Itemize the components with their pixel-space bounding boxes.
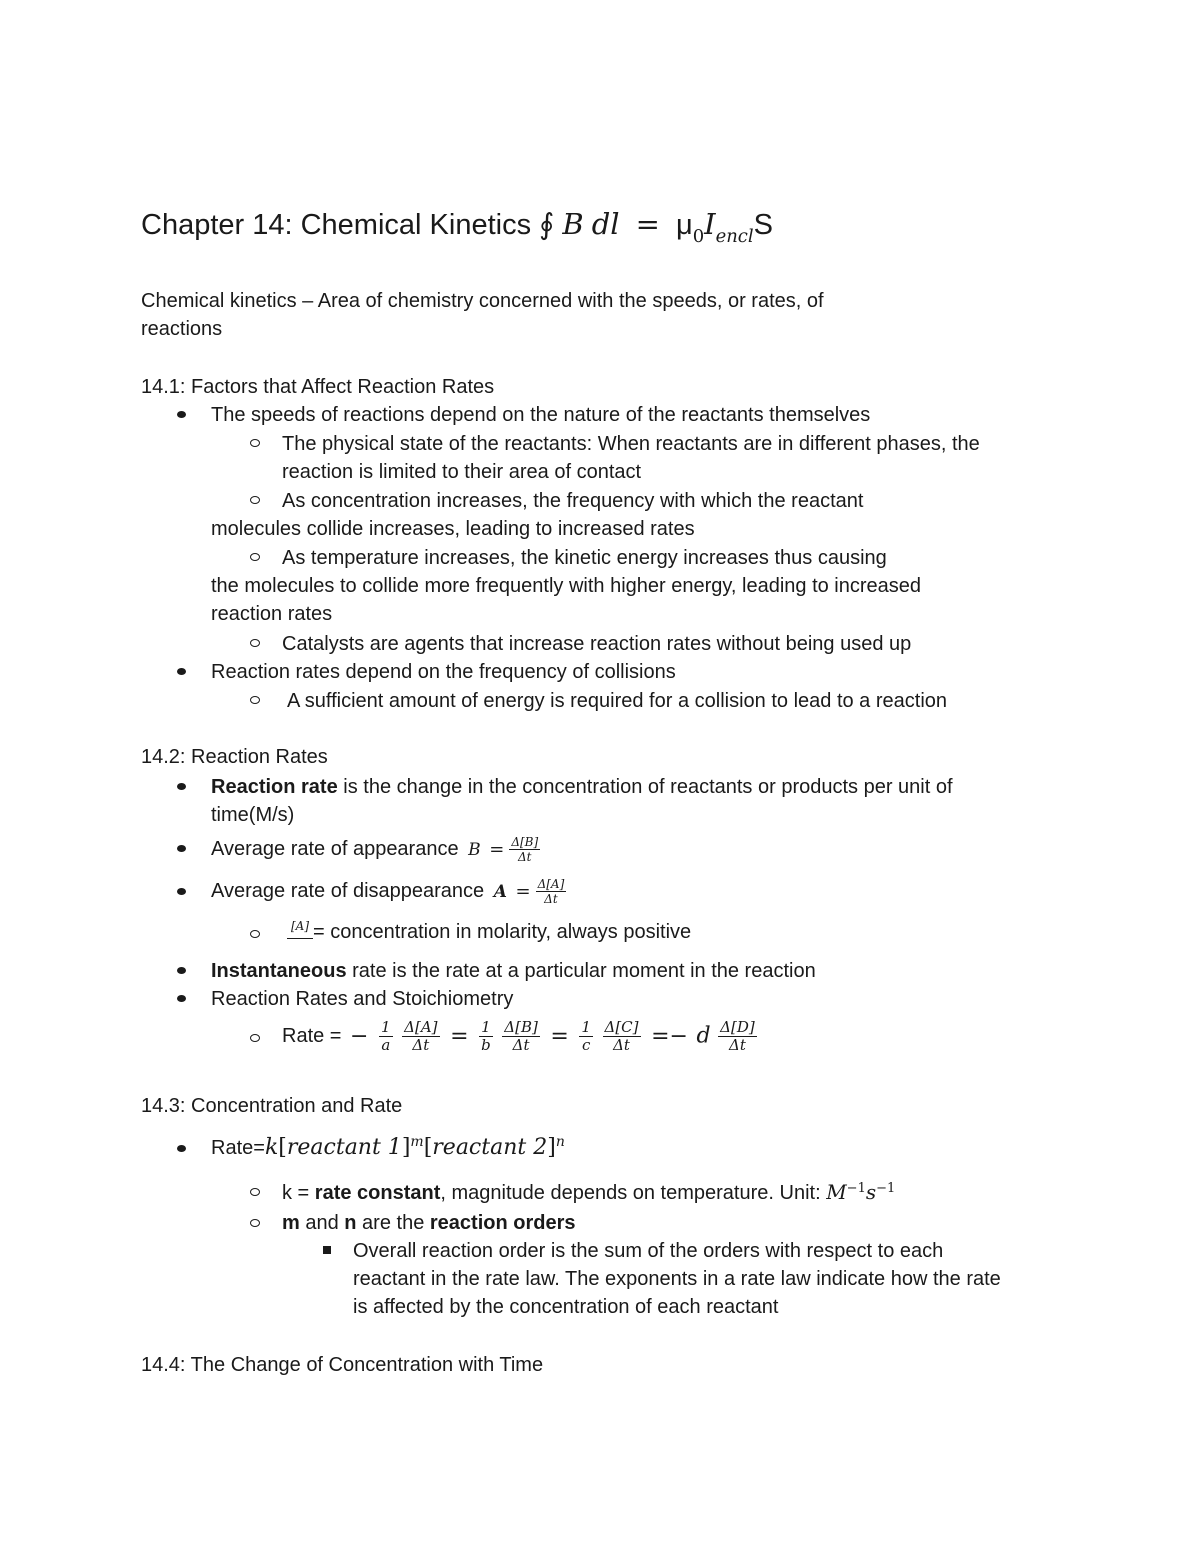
title-eq-encl: encl — [715, 226, 754, 248]
bullet-dot — [177, 411, 186, 418]
title-text: Chapter 14: Chemical Kinetics — [141, 209, 532, 241]
title-oint: ∮ — [539, 207, 555, 241]
stoich-rate-equation — [282, 1014, 759, 1059]
page-title — [141, 204, 773, 249]
frac-denominator: Δt — [729, 1036, 746, 1055]
minus-sign: − — [350, 1023, 369, 1049]
s2-bullet-1-rest: is the change in the concentration of reactants or products per unit of — [337, 776, 953, 798]
are-the-text: are the — [356, 1212, 430, 1234]
term-instantaneous: Instantaneous — [211, 960, 347, 982]
avg-appearance-var: B — [468, 840, 481, 860]
avg-disappearance-label: Average rate of disappearance — [211, 880, 485, 902]
s2-bullet-4-rest: rate is the rate at a particular moment in the reaction — [346, 960, 816, 982]
avg-disappearance-frac — [536, 877, 567, 906]
s1-bullet-1c-line3: reaction rates — [211, 603, 333, 625]
coef-d: d — [696, 1023, 711, 1049]
equals-minus-sign: =− — [651, 1023, 688, 1049]
s1-bullet-2: Reaction rates depend on the frequency of collisions — [211, 661, 676, 683]
overall-order-line-2: reactant in the rate law. The exponents in a rate law indicate how the rate — [353, 1268, 1001, 1290]
frac-numerator: 1 — [381, 1018, 391, 1037]
s2-bullet-3 — [211, 871, 568, 912]
bullet-dot — [177, 845, 186, 852]
title-eq-equals: = — [635, 207, 660, 241]
term-reaction-rate: Reaction rate — [211, 776, 338, 798]
and-text: and — [299, 1212, 345, 1234]
bullet-circle — [250, 696, 260, 704]
frac-numerator: 1 — [479, 1019, 493, 1037]
bracket-close: ] — [547, 1135, 556, 1160]
title-eq-dl: dl — [591, 207, 620, 241]
frac-1-over-c — [579, 1019, 593, 1054]
bullet-dot — [177, 1145, 186, 1152]
bullet-circle — [250, 1034, 260, 1042]
bullet-circle — [250, 553, 260, 561]
unit-M-exponent: −1 — [846, 1180, 866, 1196]
s2-bullet-1-line2: time(M/s) — [211, 804, 295, 826]
frac-dB-dt — [502, 1019, 540, 1054]
exponent-n: n — [555, 1134, 565, 1151]
frac-numerator: Δ[A] — [404, 1018, 438, 1037]
rate-law-equation — [211, 1128, 565, 1170]
bullet-dot — [177, 967, 186, 974]
section-14-4-heading: 14.4: The Change of Concentration with Time — [141, 1354, 544, 1376]
term-rate-constant: rate constant — [314, 1182, 441, 1204]
conc-symbol: [A] — [287, 914, 313, 939]
frac-numerator: 1 — [581, 1018, 591, 1037]
order-n: n — [344, 1212, 357, 1234]
equals-sign: = — [550, 1023, 569, 1049]
title-eq-I: I — [704, 207, 716, 241]
unit-s: s — [865, 1180, 877, 1204]
rate-law-k: k — [264, 1135, 279, 1160]
section-14-3-heading: 14.3: Concentration and Rate — [141, 1095, 403, 1117]
unit-s-exponent: −1 — [876, 1180, 896, 1196]
frac-numerator: Δ[B] — [511, 835, 539, 850]
s1-bullet-1: The speeds of reactions depend on the nature of the reactants themselves — [211, 404, 871, 426]
bullet-circle — [250, 496, 260, 504]
order-m: m — [282, 1212, 300, 1234]
section-14-2-heading: 14.2: Reaction Rates — [141, 746, 328, 768]
s1-bullet-1d: Catalysts are agents that increase reaction rates without being used up — [282, 633, 912, 655]
frac-denominator: b — [481, 1036, 491, 1055]
rate-law-label: Rate= — [211, 1137, 265, 1159]
s1-bullet-2a: A sufficient amount of energy is required for a collision to lead to a reaction — [287, 690, 948, 712]
bullet-circle — [250, 439, 260, 447]
unit-M: M — [826, 1180, 847, 1204]
overall-order-line-3: is affected by the concentration of each reactant — [353, 1296, 779, 1318]
frac-denominator: a — [381, 1036, 391, 1055]
stoich-rate-label: Rate = — [282, 1025, 342, 1047]
bullet-dot — [177, 668, 186, 675]
bullet-dot — [177, 888, 186, 895]
s2-bullet-2 — [211, 829, 542, 870]
frac-dA-dt — [402, 1019, 439, 1054]
frac-denominator: Δt — [517, 850, 532, 865]
overall-order-line-1: Overall reaction order is the sum of the orders with respect to each — [353, 1240, 944, 1262]
bullet-dot — [177, 995, 186, 1002]
bullet-circle — [250, 930, 260, 938]
s2-bullet-4 — [211, 959, 816, 983]
s1-bullet-1b-line1: As concentration increases, the frequency with which the reactant — [282, 490, 864, 512]
s2-bullet-1 — [211, 775, 953, 799]
intro-line-1: Chemical kinetics – Area of chemistry concerned with the speeds, or rates, of — [141, 290, 824, 312]
exponent-m: m — [410, 1134, 424, 1151]
frac-numerator: Δ[D] — [720, 1018, 755, 1037]
frac-numerator: Δ[B] — [504, 1018, 538, 1037]
frac-1-over-b — [479, 1019, 493, 1054]
s1-bullet-1a-line2: reaction is limited to their area of contact — [282, 461, 642, 483]
frac-numerator: Δ[C] — [604, 1018, 639, 1037]
title-eq-S: S — [753, 209, 773, 241]
avg-appearance-eq: = — [489, 838, 505, 860]
rate-law-reactant-1: reactant 1 — [286, 1135, 402, 1160]
rate-law-reactant-2: reactant 2 — [432, 1135, 548, 1160]
bullet-circle — [250, 1219, 260, 1227]
s1-bullet-1a-line1: The physical state of the reactants: When reactants are in different phases, the — [282, 433, 980, 455]
term-reaction-orders: reaction orders — [429, 1212, 576, 1234]
section-14-1-heading: 14.1: Factors that Affect Reaction Rates — [141, 376, 495, 398]
frac-denominator: Δt — [412, 1036, 430, 1055]
reaction-orders-line — [282, 1211, 576, 1235]
frac-denominator: Δt — [544, 892, 558, 907]
frac-denominator: Δt — [512, 1036, 530, 1055]
s2-bullet-3a — [287, 920, 691, 947]
avg-appearance-label: Average rate of appearance — [211, 838, 459, 860]
frac-denominator: Δt — [613, 1036, 630, 1055]
frac-numerator: Δ[A] — [537, 877, 565, 892]
bullet-circle — [250, 1188, 260, 1196]
conc-definition: = concentration in molarity, always positive — [313, 921, 692, 943]
s1-bullet-1c-line2: the molecules to collide more frequently with higher energy, leading to increased — [211, 575, 922, 597]
avg-disappearance-eq: = — [515, 880, 531, 902]
frac-denominator: c — [581, 1036, 591, 1055]
avg-disappearance-var: A — [493, 882, 507, 902]
bracket-open: [ — [423, 1135, 433, 1160]
rate-constant-line — [282, 1180, 895, 1208]
frac-1-over-a — [379, 1019, 393, 1054]
frac-dC-dt — [603, 1019, 641, 1054]
bullet-circle — [250, 639, 260, 647]
intro-line-2: reactions — [141, 318, 223, 340]
title-eq-zero: 0 — [692, 226, 705, 248]
bullet-dot — [177, 783, 186, 790]
title-eq-B: B — [562, 207, 584, 241]
title-eq-mu: μ — [675, 209, 693, 241]
s2-bullet-5: Reaction Rates and Stoichiometry — [211, 988, 514, 1010]
avg-appearance-frac — [509, 835, 540, 864]
s1-bullet-1c-line1: As temperature increases, the kinetic energy increases thus causing — [282, 547, 887, 569]
equals-sign: = — [450, 1023, 469, 1049]
bracket-open: [ — [278, 1135, 287, 1160]
bracket-close: ] — [401, 1135, 411, 1160]
s1-bullet-1b-line2: molecules collide increases, leading to increased rates — [211, 518, 695, 540]
frac-dD-dt — [718, 1019, 757, 1054]
rate-constant-desc: , magnitude depends on temperature. Unit: — [440, 1182, 827, 1204]
k-equals: k = — [282, 1182, 315, 1204]
bullet-square — [323, 1246, 331, 1254]
